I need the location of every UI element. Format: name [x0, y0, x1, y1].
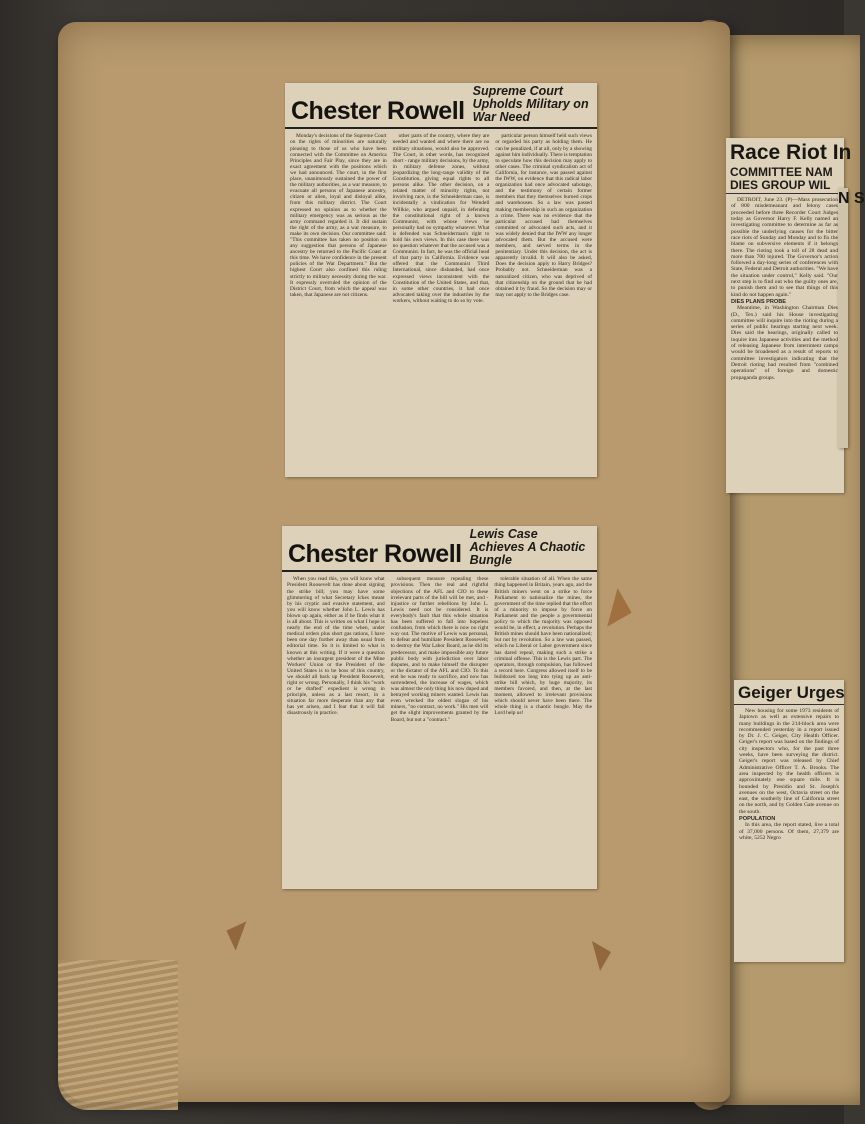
- subheadline: COMMITTEE NAM DIES GROUP WIL: [730, 165, 833, 192]
- article-body: DETROIT, June 23. (P)—Mass prosecution of 800 misdemeanant and felony cases proceeded before three Recorder Court Judges today as Governor Harry F. Kelly named an investigating committee to determine as far as possible the underlying causes for the bitter race riots of Sunday and Monday and to fix the blame on subversive elements if it belongs there. The rioting took a toll of 28 dead and more than 700 injured. The Governor's action followed a day-long series of conferences with State, Federal and Detroit authorities. "We have the situation under control," Kelly said. "Our next step is to find out who the guilty ones are, to punish them and to see that things of this kind do not happen again." DIES PLANS PROBE Meantime, in Washington Chairman Dies (D., Tex.) said his House investigating committee will inquire into the rioting during a series of public hearings starting next week. Dies said the hearings, originally called to inquire into Japanese activities and the method of releasing Japanese from internment camps would be broadened as a result of reports to committee investigators indicating that the Detroit rioting had resulted from "combined operations" of foreign and domestic propaganda groups.: [731, 197, 838, 381]
- article-column: particular person himself held such views or regarded his party as holding them. He can be penalized, if at all, only by a showing against him individually. There is temptation to speculate how this decision may apply to other cases. The criminal syndicalism act of California, for instance, was passed against the IWW, on evidence that this radical labor organization had once advocated sabotage, and the testimony of certain former members that they themselves burned crops and warehouses. So a law was passed making membership in such an organization a crime. There was no evidence that the particular accused had themselves committed or advocated such acts, and it was widely denied that the IWW any longer advocated them. But the accused were members, and served terms in the penitentiary. Under this decision, the act is apparently invalid. It will also be asked, Does the decision apply to Harry Bridges? Probably not. Schneiderman was a naturalized citizen, who was deprived of that citizenship on the ground that he had obtained it by fraud. So the decision may or may not apply to the Bridges case.: [495, 133, 593, 298]
- columnist-byline: Chester Rowell: [291, 97, 465, 126]
- clipping-supreme-court: [285, 83, 597, 477]
- article-column: other parts of the country, where they are needed and wanted and where there are no military situations, would also be approved. The Court, in other words, has recognized short - range military decisions, by the army, in military defense zones, without jeopardizing the long-range validity of the Constitution, giving equal rights to all persons alike. The other decision, on a related matter of minority rights, not involving race, is the Schneiderman case, is incidentally a vindication for Wendell Willkie, who argued unpaid, in defending the constitutional right of a known Communist, with whose views he personally had no sympathy whatever. What is defended was Schneiderman's right to hold his own views. In this case there was no question whatever that the accused was a Communist. In fact, he was the official head of that party in California. Evidence was offered that the Communist Third International, since disbanded, had once expressed views inconsistent with the Constitution of the United States, and that, in some other countries, it had once advocated taking over the industries by the workers, without waiting to do so by vote.: [392, 133, 490, 304]
- headline: Race Riot In: [730, 141, 852, 164]
- page-edge-stack: [58, 960, 178, 1110]
- subhead: POPULATION: [739, 816, 776, 823]
- headline: Geiger Urges: [738, 683, 845, 702]
- clipping-race-riot: [726, 138, 852, 493]
- article-column: When you read this, you will know what President Roosevelt has done about signing the strike bill; you may have some glimmering of what Secretary Ickes meant by his cryptic and evasive statement, and you will know whether John L. Lewis has blown up again, either as if he finds what it is all about. This is written on what I hope is nearly the end of the time when, under medical orders plus short gas rations, I have been one day further away than usual from editorial time. So it is limited to what is known at this writing. If it were a question whether an insurgent president of the Mine Workers' Union or the President of the United States is to be boss of this country, we should all back up President Roosevelt, right or wrong. Personally, I think his "work or be drafted" expedient is wrong in principle, unless as a last resort, in a situation far more desperate than any that has yet arisen, and I fear that it will fail disastrously in practice.: [287, 576, 385, 717]
- article-columns: [282, 572, 597, 727]
- article-column: subsequent measure repealing these provisions. Then the real and rightful objections of the AFL and CIO to these irrelevant parts of the bill will be met, and - injustice or further rebellions by John L. Lewis need not be considered. It is everybody's fault that this whole situation has been suffered to fall into hopeless confusion, from which there is now no right way out. The motive of Lewis was personal, to defeat and humiliate President Roosevelt; to destroy the War Labor Board, as he did its predecessor, and make impossible any future public body with jurisdiction over labor disputes, and to make himself the disrupter or the dictator of the AFL and CIO. To this end he was ready to sacrifice, and now has surrendered, the increase of wages, which was almost the only thing his now duped and betrayed working miners wanted. Lewis has even wrecked the oldest slogan of his miners, "no contract, no work." His men will get the slight improvements granted by the Board, but not a "contract.": [390, 576, 489, 723]
- headline: Lewis Case Achieves A Chaotic Bungle: [469, 527, 586, 568]
- columnist-byline: Chester Rowell: [288, 540, 462, 569]
- article-body: New housing for some 1973 residents of Japtown as well as extensive repairs to many buildings in the 214-block area were recommended yesterday in a report issued by Dr. J. C. Geiger, City Health Officer. Geiger's report was based on the findings of city inspectors who, for the past three weeks, have been surveying the district. Geiger's report was released by Chief Administrative Officer T. A. Brooks. The area inspected by the health officers is approximately one square mile. It is bounded by Presidio and St. Joseph's avenues on the west, Octavia street on the east, the southerly line of California street on the north, and by Golden Gate avenue on the south. POPULATION In this area, the report stated, live a total of 37,000 persons. Of them, 27,379 are white, 5252 Negro: [739, 708, 839, 841]
- clipping-header: [285, 83, 597, 129]
- article-column: tolerable situation of all. When the same thing happened in Britain, years ago, and the British miners went on a strike to force Parliament to nationalize the mines, the government of the time replied that the effort of a minority to impose by force on Parliament and the people a governmental policy to which the majority was opposed would be, in effect, a revolution. Perhaps the British mines should have been nationalized; but not by revolution. So a law was passed, which no Liberal or Labor government since has dared repeal, making such a strike a criminal offense. This is the Lewis part. The operators, through compulsion, has followed a record here. Congress allowed itself to be bulldozed too long into tying up an anti-strike bill which, by huge majority, its members favored, and then, at the last moment, allowed to irrelevant provisions which should never have been there. The whole thing is a chaotic bungle. May the Lord help us!: [494, 576, 593, 717]
- subhead: DIES PLANS PROBE: [731, 298, 787, 305]
- clipping-geiger: [734, 680, 844, 962]
- headline: Supreme Court Upholds Military on War Need: [472, 84, 589, 125]
- article-columns: [285, 129, 597, 309]
- clipping-lewis-case: [282, 526, 597, 889]
- clipping-fragment: N S: [838, 188, 848, 448]
- clipping-header: [282, 526, 597, 572]
- article-column: Monday's decisions of the Supreme Court on the rights of minorities are naturally pleasing to those of us who have been connected with the Committee on America Principles and Fair Play, since they are in exact agreement with the positions which we had announced. The court, in the first place, unanimously sustained the power of the military authorities, as a war measure, to evacuate all persons of Japanese ancestry, citizen or alien, loyal and disloyal alike, from this military district. The Court expressed no opinion as to whether the military emergency was as serious as the army command regarded it. It did sustain the right of the army, as a war measure, to make its own decision. Our committee said: "This committee has taken no position on any suggestion that persons of Japanese ancestry be returned to the Pacific Coast at this time. We have confidence in the present policies of the War Department." But the highest Court also confined this ruling strictly to military necessity during the war. It expressly overruled the opinion of the District Court, from which the appeal was taken, that Japanese are not citizens.: [290, 133, 387, 298]
